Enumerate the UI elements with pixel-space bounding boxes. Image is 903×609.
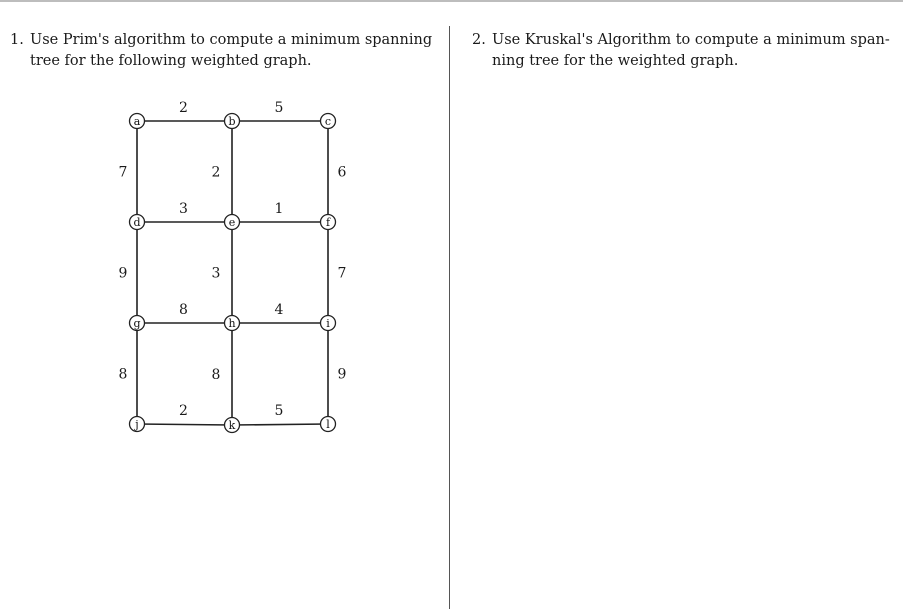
vertex-label-b: b bbox=[228, 115, 236, 128]
problem-2-line-1: Use Kruskal's Algorithm to compute a minimum span- bbox=[492, 32, 890, 48]
problem-2-number: 2. bbox=[472, 32, 486, 48]
vertex-label-j: j bbox=[135, 418, 139, 431]
vertex-label-d: d bbox=[133, 216, 141, 229]
edge-weight-e-h: 3 bbox=[211, 265, 221, 282]
vertex-label-a: a bbox=[133, 115, 141, 128]
problem-1-line-2: tree for the following weighted graph. bbox=[30, 53, 312, 69]
vertex-label-f: f bbox=[325, 216, 331, 229]
edge-weight-d-e: 3 bbox=[179, 201, 188, 217]
vertex-label-k: k bbox=[228, 419, 236, 432]
vertex-label-e: e bbox=[228, 216, 236, 229]
edge-weight-h-k: 8 bbox=[211, 367, 221, 383]
vertex-label-i: i bbox=[326, 317, 330, 330]
edge-weight-b-e: 2 bbox=[211, 164, 221, 181]
edge-weight-a-d: 7 bbox=[118, 164, 128, 181]
edge-weight-b-c: 5 bbox=[274, 100, 284, 116]
edge-weight-k-l: 5 bbox=[274, 403, 284, 419]
edge-weight-g-j: 8 bbox=[118, 366, 128, 383]
edge-weight-e-f: 1 bbox=[274, 201, 284, 217]
vertex-label-l: l bbox=[326, 418, 330, 431]
edge-weight-c-f: 6 bbox=[337, 164, 347, 181]
edge-weight-h-i: 4 bbox=[274, 302, 284, 318]
edge-weight-i-l: 9 bbox=[337, 366, 347, 383]
edge-k-l bbox=[232, 424, 328, 425]
edge-weight-g-h: 8 bbox=[179, 302, 188, 318]
problem-1-line-1: Use Prim's algorithm to compute a minimum spanning bbox=[30, 32, 433, 48]
vertex-label-c: c bbox=[324, 115, 332, 128]
problem-2-line-2: ning tree for the weighted graph. bbox=[492, 53, 739, 69]
edge-weight-d-g: 9 bbox=[118, 265, 128, 282]
vertex-label-g: g bbox=[133, 317, 141, 330]
edge-weight-j-k: 2 bbox=[179, 403, 188, 419]
edge-j-k bbox=[137, 424, 232, 425]
vertex-label-h: h bbox=[228, 317, 236, 330]
edge-weight-f-i: 7 bbox=[337, 265, 347, 282]
edge-weight-a-b: 2 bbox=[179, 100, 188, 116]
problem-1-number: 1. bbox=[10, 32, 24, 48]
